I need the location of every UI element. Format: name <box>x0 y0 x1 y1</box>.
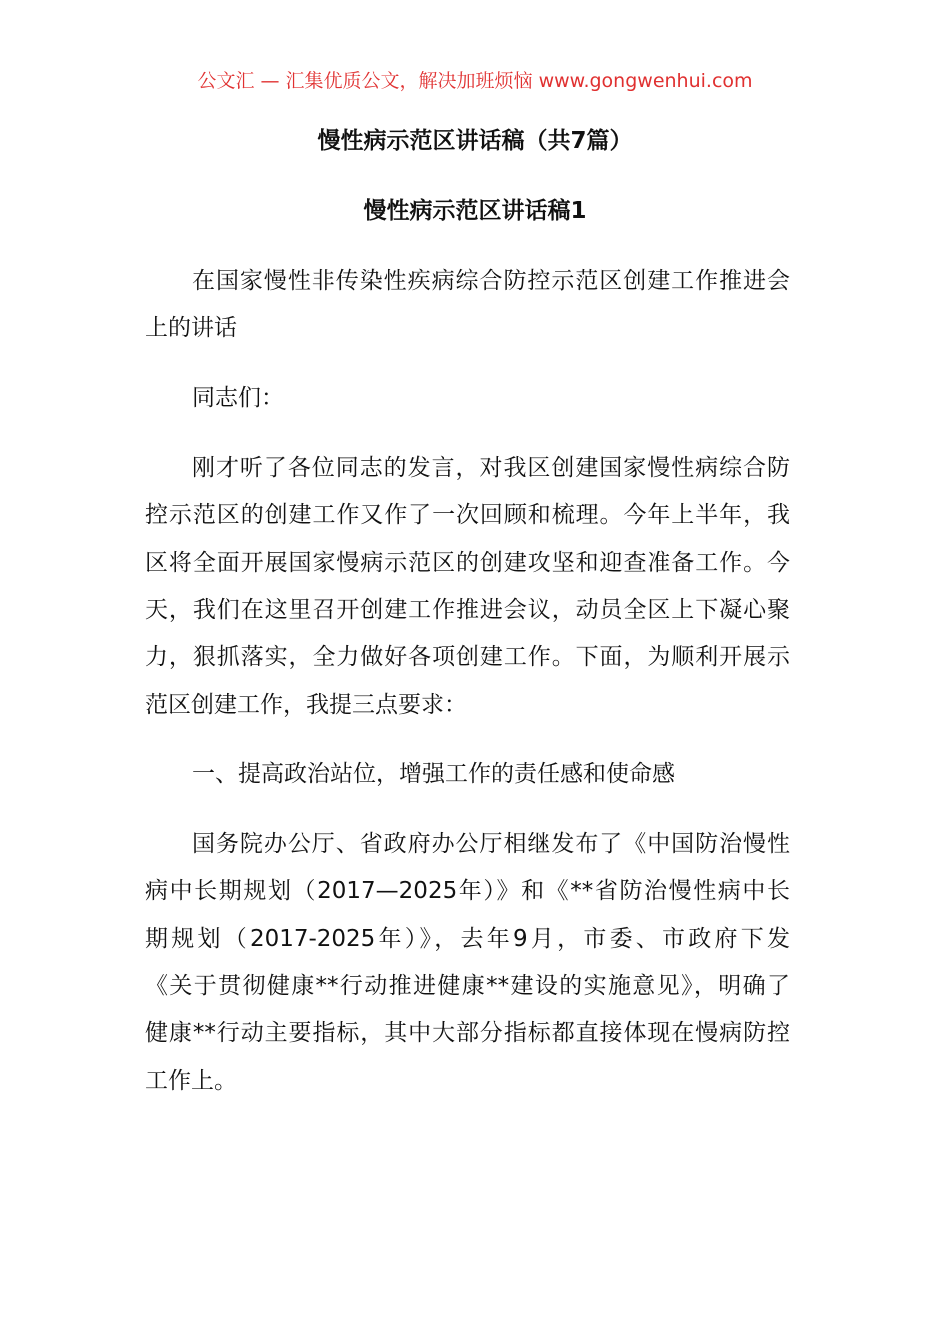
paragraph-line: 刚才听了各位同志的发言，对我区创建国家慢性病综合防 <box>192 455 790 481</box>
paragraph-line: 天，我们在这里召开创建工作推进会议，动员全区上下凝心聚 <box>145 596 790 623</box>
paragraph-line: 国务院办公厅、省政府办公厅相继发布了《中国防治慢性 <box>192 831 790 857</box>
paragraph-line: 范区创建工作，我提三点要求： <box>145 691 467 718</box>
paragraph-line: 工作上。 <box>145 1067 237 1094</box>
paragraph-line: 病中长期规划（2017—2025年）》和《**省防治慢性病中长 <box>145 878 790 905</box>
paragraph-line: 《关于贯彻健康**行动推进健康**建设的实施意见》，明确了 <box>145 972 790 999</box>
paragraph-line: 一、提高政治站位，增强工作的责任感和使命感 <box>192 761 675 787</box>
paragraph-line: 健康**行动主要指标，其中大部分指标都直接体现在慢病防控 <box>145 1020 790 1047</box>
paragraph-line: 区将全面开展国家慢病示范区的创建攻坚和迎查准备工作。今 <box>145 549 790 576</box>
paragraph-line: 上的讲话 <box>145 315 237 342</box>
site-banner: 公文汇 — 汇集优质公文，解决加班烦恼 www.gongwenhui.com <box>197 70 753 92</box>
paragraph-line: 期规划（2017-2025年）》，去年9月，市委、市政府下发 <box>145 925 790 952</box>
document-subtitle: 慢性病示范区讲话稿1 <box>363 198 587 224</box>
document-title: 慢性病示范区讲话稿（共7篇） <box>317 128 633 154</box>
paragraph-line: 在国家慢性非传染性疾病综合防控示范区创建工作推进会 <box>192 268 790 294</box>
paragraph-line: 力，狠抓落实，全力做好各项创建工作。下面，为顺利开展示 <box>145 644 790 671</box>
paragraph-line: 同志们： <box>192 385 284 411</box>
paragraph-line: 控示范区的创建工作又作了一次回顾和梳理。今年上半年，我 <box>145 502 790 529</box>
